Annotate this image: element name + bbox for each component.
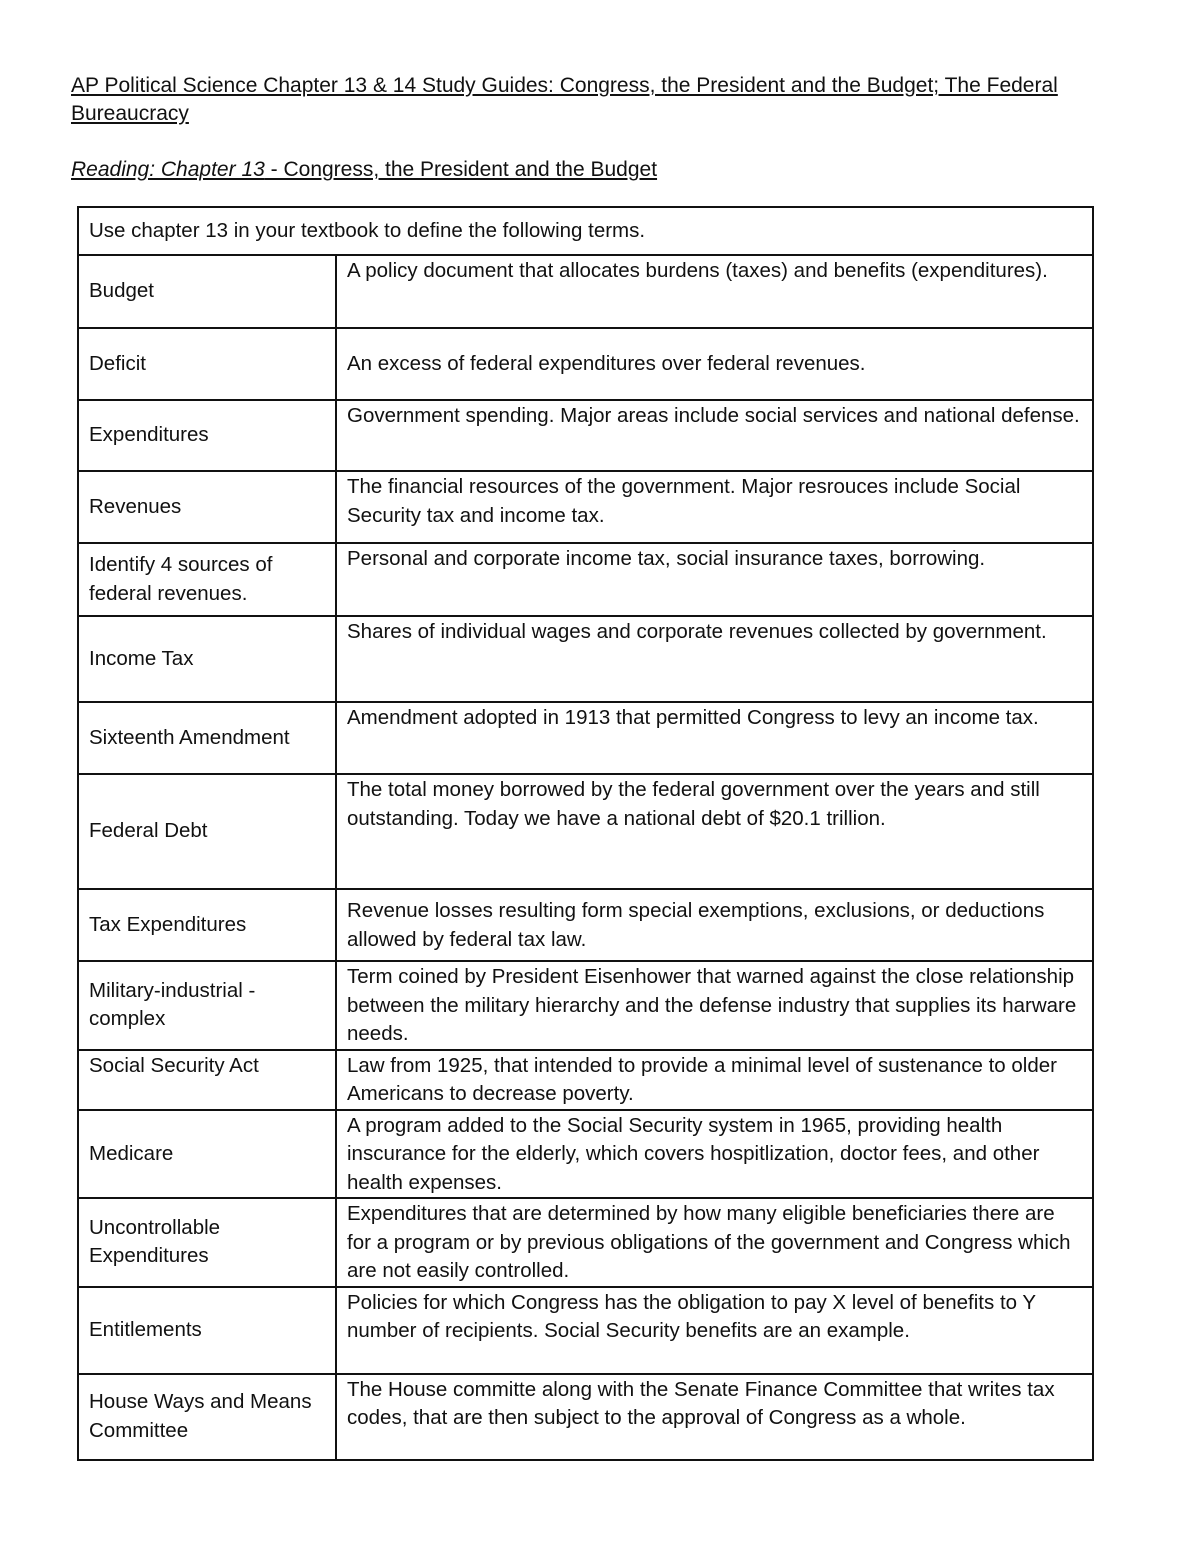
term-cell: Sixteenth Amendment [78, 702, 336, 774]
definition-cell: Policies for which Congress has the obligation to pay X level of benefits to Y number of recipients. Social Security benefits are an example. [336, 1287, 1093, 1374]
definition-cell: The House committe along with the Senate Finance Committee that writes tax codes, that are then subject to the approval of Congress as a whole. [336, 1374, 1093, 1460]
term-cell: Entitlements [78, 1287, 336, 1374]
definition-cell: The financial resources of the government. Major resrouces include Social Security tax and income tax. [336, 471, 1093, 543]
table-row [78, 400, 1093, 471]
term-cell: Identify 4 sources of federal revenues. [78, 543, 336, 616]
term-cell: Expenditures [78, 400, 336, 471]
definition-cell: A program added to the Social Security system in 1965, providing health inscurance for the elderly, which covers hospitlization, doctor fees, and other health expenses. [336, 1110, 1093, 1199]
term-cell: Revenues [78, 471, 336, 543]
table-row [78, 543, 1093, 616]
table-row [78, 774, 1093, 889]
term-cell: Military-industrial -complex [78, 961, 336, 1050]
term-cell: Budget [78, 255, 336, 328]
definition-cell: Shares of individual wages and corporate revenues collected by government. [336, 616, 1093, 702]
definition-cell: Expenditures that are determined by how many eligible beneficiaries there are for a program or by previous obligations of the government and Congress which are not easily controlled. [336, 1198, 1093, 1287]
terms-table [77, 206, 1094, 1461]
term-cell: Federal Debt [78, 774, 336, 889]
definition-cell: Term coined by President Eisenhower that warned against the close relationship between the military hierarchy and the defense industry that supplies its harware needs. [336, 961, 1093, 1050]
table-row [78, 702, 1093, 774]
table-row [78, 255, 1093, 328]
instruction-cell: Use chapter 13 in your textbook to define the following terms. [78, 207, 1093, 255]
definition-cell: Personal and corporate income tax, social insurance taxes, borrowing. [336, 543, 1093, 616]
table-row [78, 1110, 1093, 1199]
term-cell: Tax Expenditures [78, 889, 336, 961]
definition-cell: Revenue losses resulting form special exemptions, exclusions, or deductions allowed by federal tax law. [336, 889, 1093, 961]
definition-cell: An excess of federal expenditures over federal revenues. [336, 328, 1093, 400]
definition-cell: The total money borrowed by the federal government over the years and still outstanding. Today we have a national debt of $20.1 trillion. [336, 774, 1093, 889]
term-cell: Uncontrollable Expenditures [78, 1198, 336, 1287]
term-cell: House Ways and Means Committee [78, 1374, 336, 1460]
term-cell: Income Tax [78, 616, 336, 702]
definition-cell: Government spending. Major areas include social services and national defense. [336, 400, 1093, 471]
table-row [78, 1287, 1093, 1374]
reading-line [71, 156, 657, 184]
term-cell: Deficit [78, 328, 336, 400]
page-title: AP Political Science Chapter 13 & 14 Study Guides: Congress, the President and the Budget; The Federal Bureaucracy [71, 74, 1058, 125]
term-cell: Social Security Act [78, 1050, 336, 1110]
term-cell: Medicare [78, 1110, 336, 1199]
definition-cell: A policy document that allocates burdens (taxes) and benefits (expenditures). [336, 255, 1093, 328]
instruction-row [78, 207, 1093, 255]
table-row [78, 328, 1093, 400]
definition-cell: Law from 1925, that intended to provide a minimal level of sustenance to older Americans to decrease poverty. [336, 1050, 1093, 1110]
table-row [78, 1198, 1093, 1287]
table-row [78, 616, 1093, 702]
reading-label: Reading: Chapter 13 [71, 158, 265, 181]
reading-chapter-title: - Congress, the President and the Budget [264, 158, 658, 181]
table-row [78, 889, 1093, 961]
table-row [78, 961, 1093, 1050]
table-row [78, 1374, 1093, 1460]
table-row [78, 471, 1093, 543]
definition-cell: Amendment adopted in 1913 that permitted Congress to levy an income tax. [336, 702, 1093, 774]
table-row [78, 1050, 1093, 1110]
